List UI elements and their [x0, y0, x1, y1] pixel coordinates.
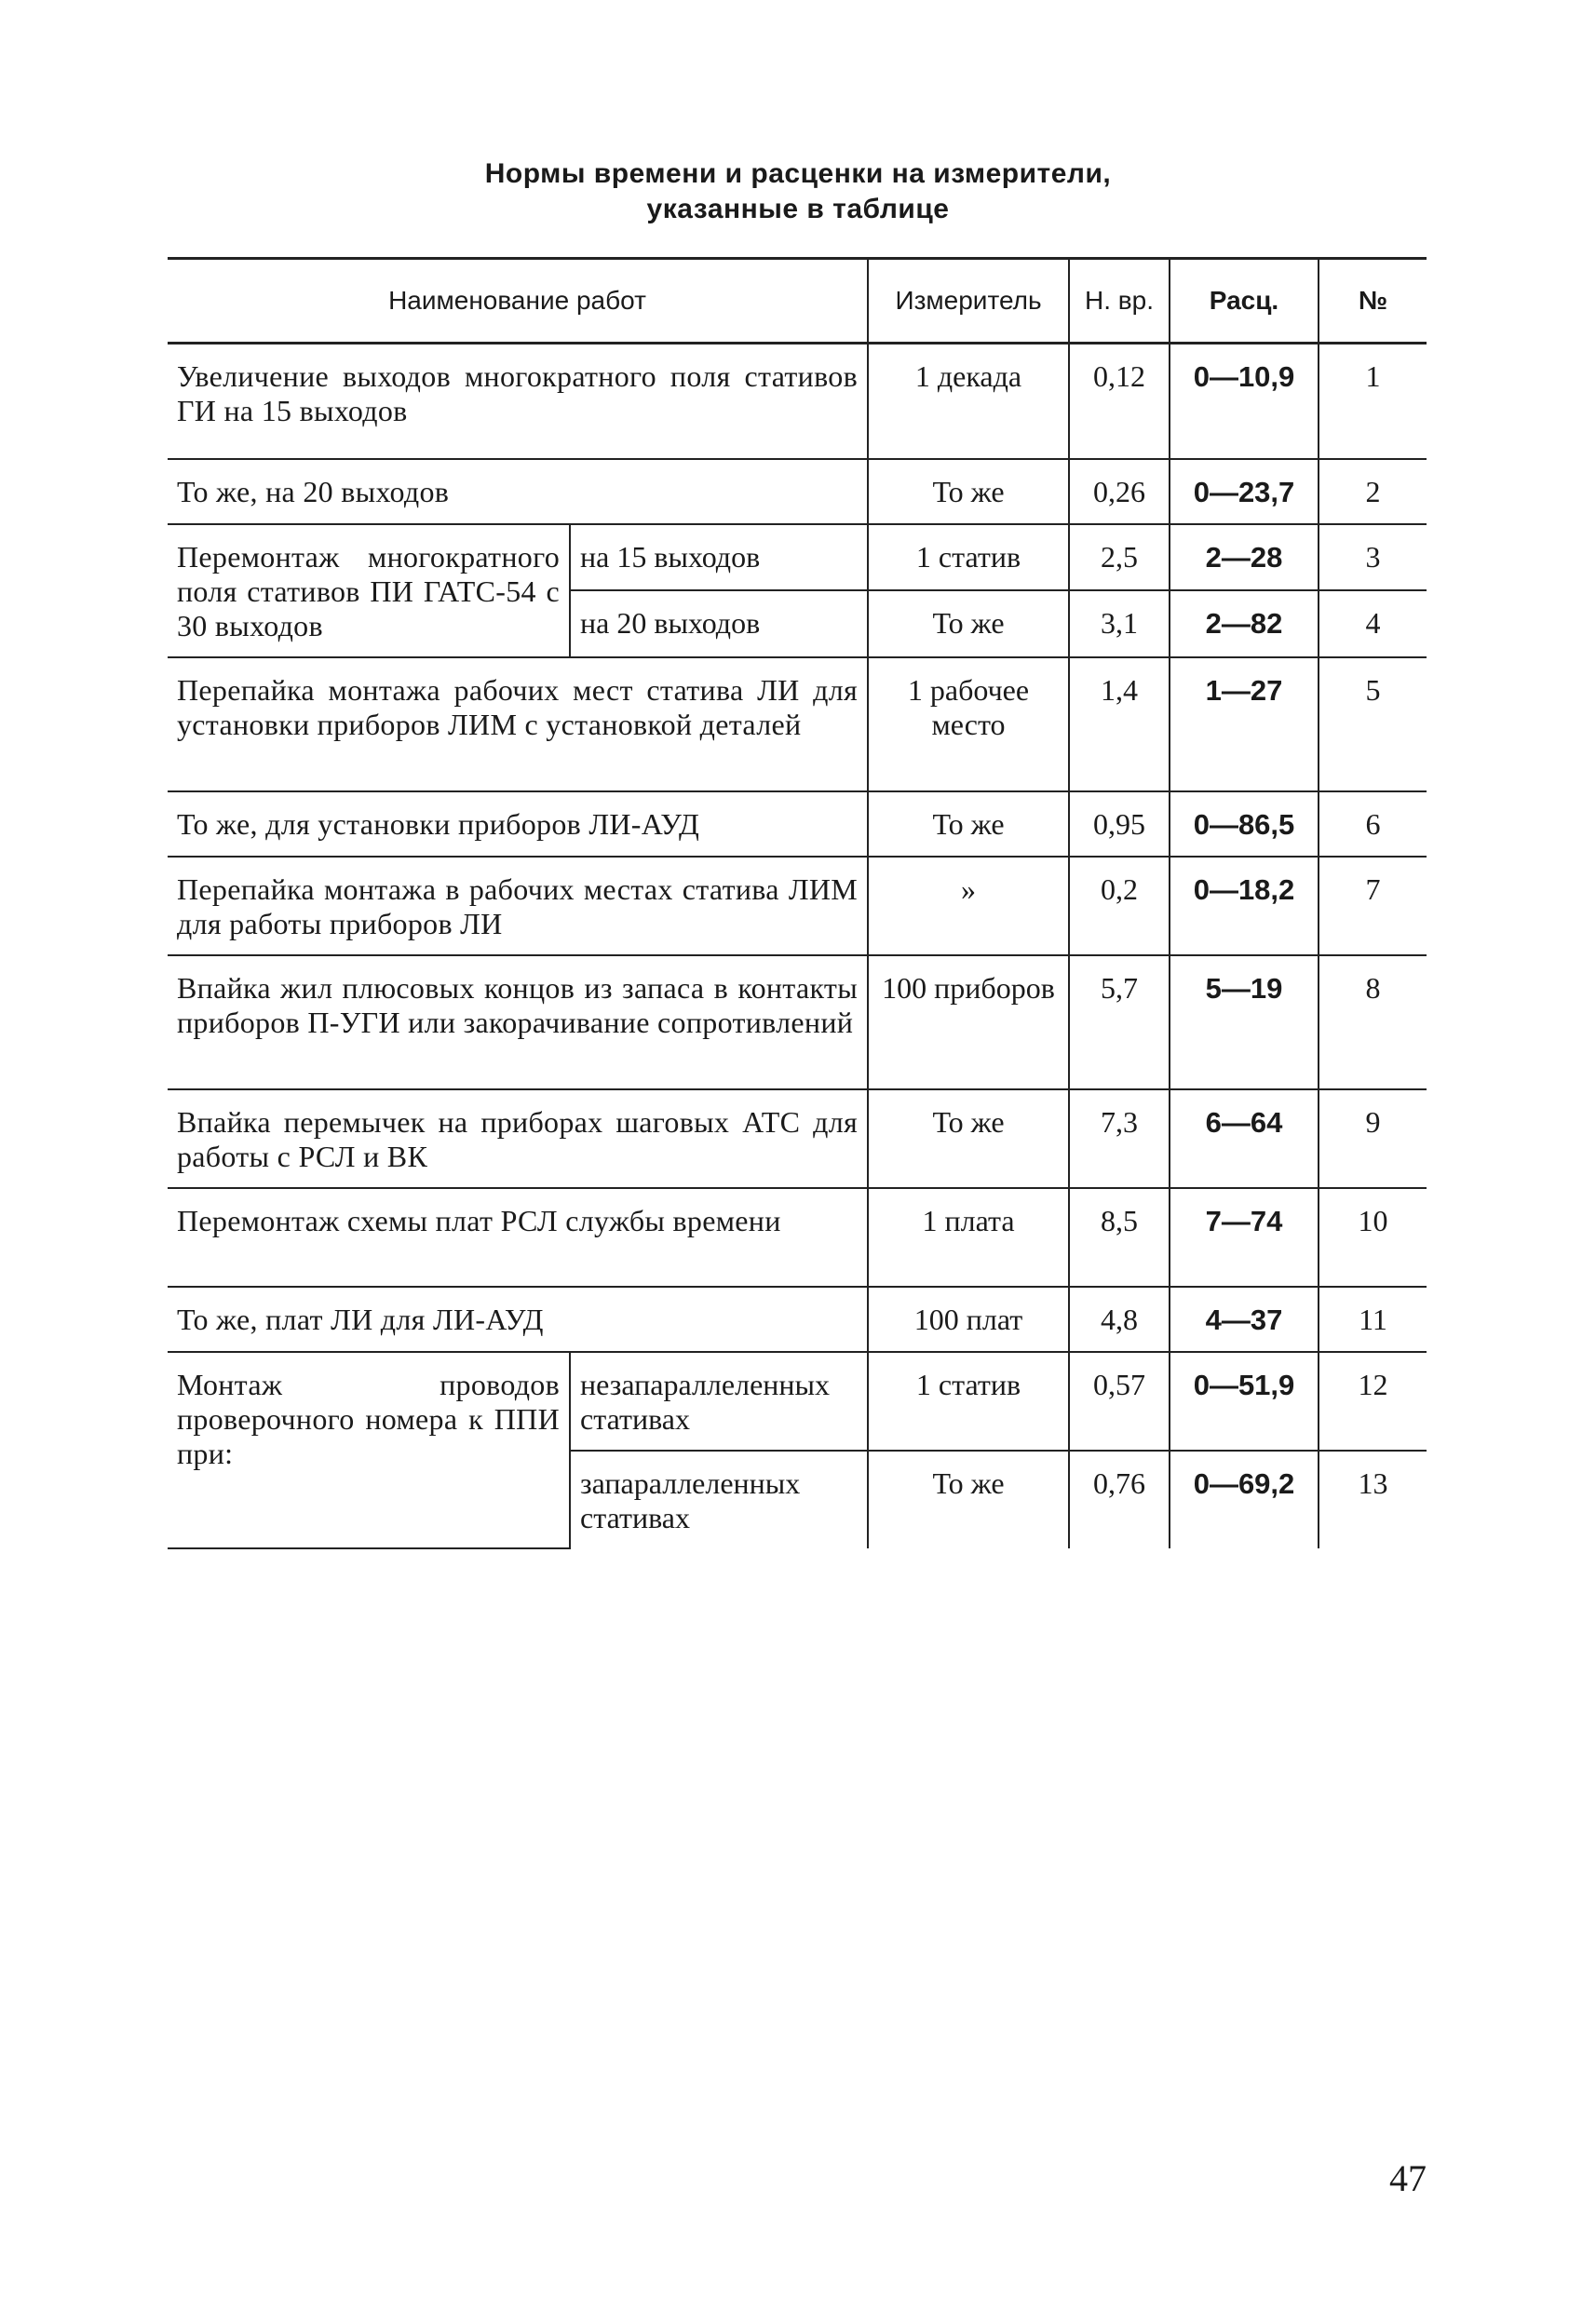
row-time: 0,95 [1069, 791, 1170, 857]
row-unit: 100 плат [868, 1287, 1069, 1352]
row-unit: То же [868, 459, 1069, 524]
header-name: Наименование работ [168, 259, 868, 344]
row-name: Увеличение выходов многократного поля стативов ГИ на 15 выходов [168, 344, 868, 459]
row-num: 2 [1319, 459, 1427, 524]
row-unit: 1 декада [868, 344, 1069, 459]
row-num: 9 [1319, 1089, 1427, 1188]
row-time: 4,8 [1069, 1287, 1170, 1352]
table-row [168, 791, 1427, 857]
row-rate: 1—27 [1170, 657, 1319, 791]
row-time: 0,57 [1069, 1352, 1170, 1451]
row-rate: 5—19 [1170, 955, 1319, 1089]
row-num: 7 [1319, 857, 1427, 955]
title-line-2: указанные в таблице [646, 194, 950, 224]
row-unit: То же [868, 590, 1069, 657]
row-time: 5,7 [1069, 955, 1170, 1089]
row-sub-name: незапараллеленных стативах [570, 1352, 868, 1451]
row-group-name: Монтаж проводов проверочного номера к ППИ при: [168, 1352, 570, 1548]
row-rate: 0—86,5 [1170, 791, 1319, 857]
row-unit: То же [868, 1089, 1069, 1188]
header-time: Н. вр. [1069, 259, 1170, 344]
row-unit: 1 статив [868, 524, 1069, 591]
row-unit: 1 плата [868, 1188, 1069, 1287]
row-rate: 0—23,7 [1170, 459, 1319, 524]
table-row [168, 857, 1427, 955]
row-name: То же, на 20 выходов [168, 459, 868, 524]
row-time: 0,26 [1069, 459, 1170, 524]
row-rate: 2—28 [1170, 524, 1319, 591]
title-line-1: Нормы времени и расценки на измерители, [484, 158, 1112, 189]
row-sub-name: на 15 выходов [570, 524, 868, 591]
row-unit: 1 рабочее место [868, 657, 1069, 791]
row-rate: 4—37 [1170, 1287, 1319, 1352]
row-num: 1 [1319, 344, 1427, 459]
row-name: То же, для установки приборов ЛИ-АУД [168, 791, 868, 857]
page-number: 47 [1389, 2157, 1427, 2199]
row-sub-name: на 20 выходов [570, 590, 868, 657]
header-num: № [1319, 259, 1427, 344]
row-name: То же, плат ЛИ для ЛИ-АУД [168, 1287, 868, 1352]
row-num: 4 [1319, 590, 1427, 657]
row-time: 0,2 [1069, 857, 1170, 955]
row-num: 12 [1319, 1352, 1427, 1451]
row-rate: 0—18,2 [1170, 857, 1319, 955]
row-time: 2,5 [1069, 524, 1170, 591]
row-name: Перепайка монтажа в рабочих местах статива ЛИМ для работы приборов ЛИ [168, 857, 868, 955]
row-rate: 0—51,9 [1170, 1352, 1319, 1451]
row-name: Перемонтаж схемы плат РСЛ службы времени [168, 1188, 868, 1287]
row-name: Перепайка монтажа рабочих мест статива ЛИ для установки приборов ЛИМ с установкой деталей [168, 657, 868, 791]
table-title [0, 156, 1596, 227]
row-unit: То же [868, 791, 1069, 857]
table-row [168, 459, 1427, 524]
table-row [168, 524, 1427, 591]
row-name: Впайка жил плюсовых концов из запаса в контакты приборов П-УГИ или закорачивание сопротивлений [168, 955, 868, 1089]
row-unit: 1 статив [868, 1352, 1069, 1451]
row-rate: 0—69,2 [1170, 1451, 1319, 1548]
table-row [168, 1287, 1427, 1352]
table-row [168, 1188, 1427, 1287]
row-time: 8,5 [1069, 1188, 1170, 1287]
table-header-row [168, 259, 1427, 344]
row-name: Впайка перемычек на приборах шаговых АТС для работы с РСЛ и ВК [168, 1089, 868, 1188]
row-rate: 7—74 [1170, 1188, 1319, 1287]
row-sub-name: запараллеленных стативах [570, 1451, 868, 1548]
row-time: 1,4 [1069, 657, 1170, 791]
header-unit: Измеритель [868, 259, 1069, 344]
row-rate: 0—10,9 [1170, 344, 1319, 459]
row-num: 13 [1319, 1451, 1427, 1548]
row-time: 0,12 [1069, 344, 1170, 459]
row-time: 7,3 [1069, 1089, 1170, 1188]
row-unit: То же [868, 1451, 1069, 1548]
norms-table [168, 257, 1427, 1549]
row-time: 3,1 [1069, 590, 1170, 657]
row-unit: » [868, 857, 1069, 955]
row-num: 10 [1319, 1188, 1427, 1287]
row-num: 8 [1319, 955, 1427, 1089]
header-rate: Расц. [1170, 259, 1319, 344]
row-num: 5 [1319, 657, 1427, 791]
row-rate: 2—82 [1170, 590, 1319, 657]
row-unit: 100 приборов [868, 955, 1069, 1089]
table-row [168, 344, 1427, 459]
row-rate: 6—64 [1170, 1089, 1319, 1188]
table-row [168, 1089, 1427, 1188]
table-row [168, 955, 1427, 1089]
row-time: 0,76 [1069, 1451, 1170, 1548]
row-num: 6 [1319, 791, 1427, 857]
row-group-name: Перемонтаж многократного поля стативов ПИ ГАТС-54 с 30 выходов [168, 524, 570, 657]
row-num: 11 [1319, 1287, 1427, 1352]
row-num: 3 [1319, 524, 1427, 591]
table-row [168, 657, 1427, 791]
table-row [168, 1352, 1427, 1451]
